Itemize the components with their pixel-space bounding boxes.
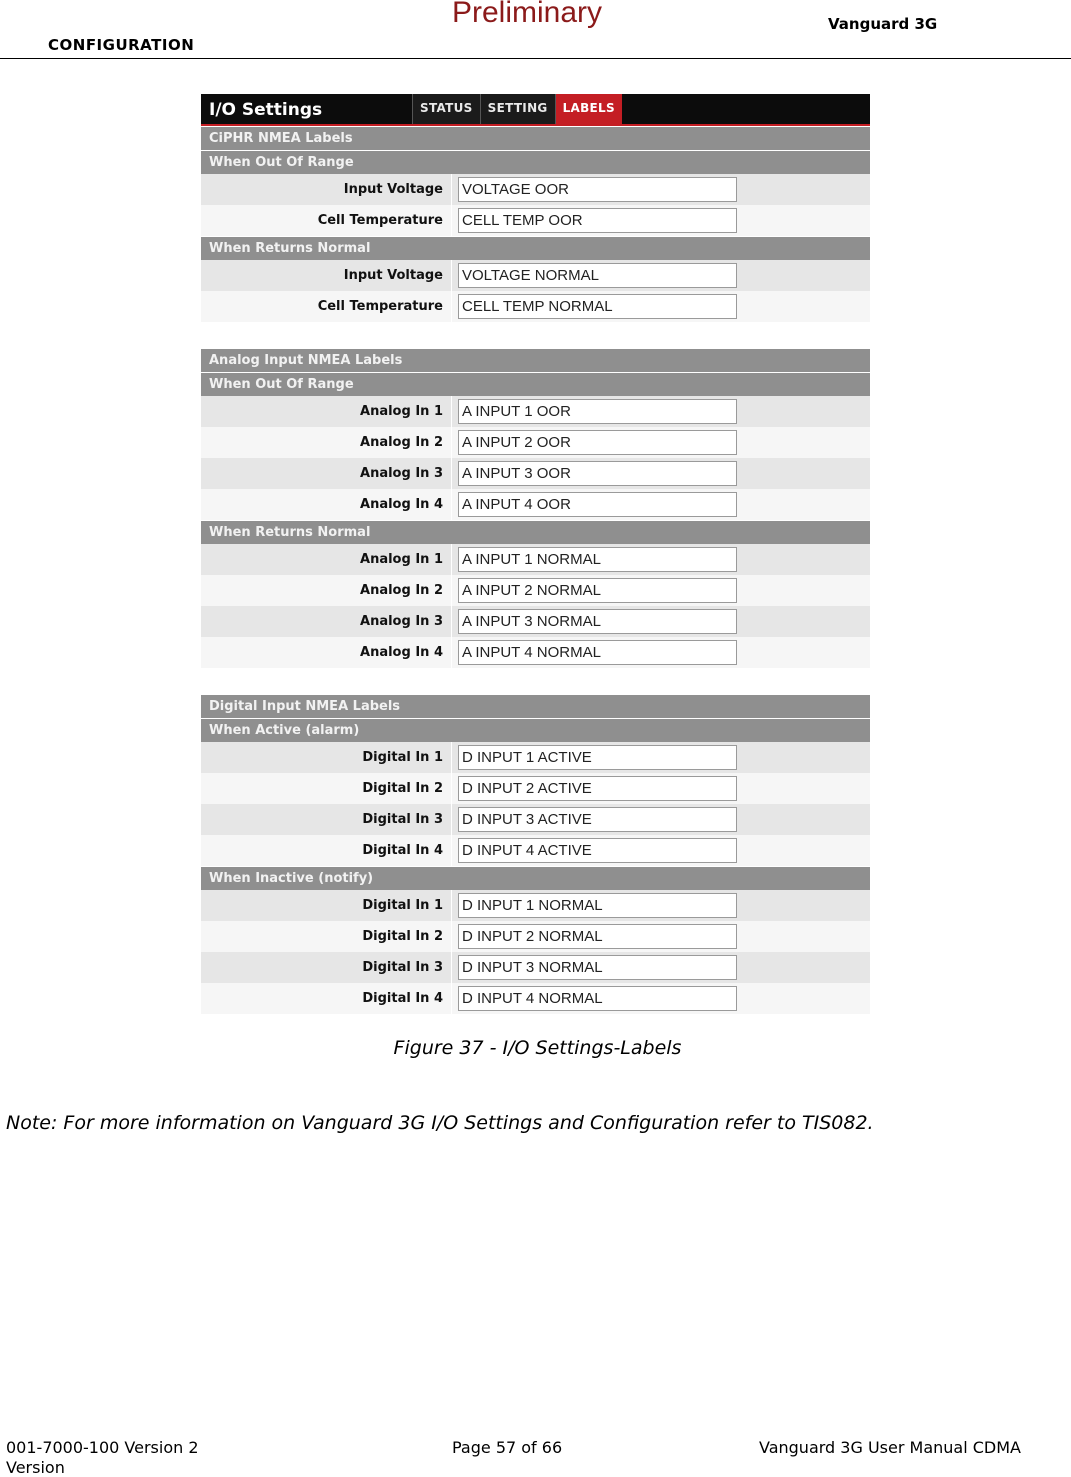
analog-4-oor-field[interactable] [458,492,737,517]
figure-caption-text: Figure 37 - I/O Settings-Labels [393,1037,682,1059]
analog-returns-normal-heading: When Returns Normal [201,520,870,544]
form-row [201,921,870,952]
field-label: Digital In 4 [362,843,443,858]
field-label: Digital In 1 [362,898,443,913]
digital-3-inactive-field[interactable] [458,955,737,980]
form-row [201,606,870,637]
analog-2-oor-field[interactable] [458,430,737,455]
io-settings-panel [201,94,870,1031]
section-spacer [201,322,870,348]
form-row [201,260,870,291]
form-row [201,835,870,866]
tab-setting[interactable]: SETTING [480,94,555,124]
analog-3-normal-field[interactable] [458,609,737,634]
cell-temp-normal-field[interactable] [458,294,737,319]
field-label: Digital In 4 [362,991,443,1006]
field-label: Analog In 3 [360,466,443,481]
digital-1-inactive-field[interactable] [458,893,737,918]
field-label: Analog In 4 [360,497,443,512]
ciphr-out-of-range-heading: When Out Of Range [201,150,870,174]
footer-doc-number: 001-7000-100 Version 2 [6,1438,199,1457]
ciphr-returns-normal-heading: When Returns Normal [201,236,870,260]
field-label: Analog In 3 [360,614,443,629]
form-row [201,458,870,489]
digital-active-heading: When Active (alarm) [201,718,870,742]
field-label: Analog In 1 [360,404,443,419]
analog-4-normal-field[interactable] [458,640,737,665]
digital-1-active-field[interactable] [458,745,737,770]
tab-status[interactable]: STATUS [412,94,480,124]
section-digital-title: Digital Input NMEA Labels [201,694,870,718]
form-row [201,804,870,835]
digital-4-inactive-field[interactable] [458,986,737,1011]
footer-page-number: Page 57 of 66 [452,1438,563,1457]
form-row [201,773,870,804]
form-row [201,742,870,773]
form-row [201,396,870,427]
panel-title-bar [201,94,870,126]
digital-inactive-heading: When Inactive (notify) [201,866,870,890]
field-label: Cell Temperature [317,299,443,314]
form-row [201,174,870,205]
field-label: Input Voltage [343,268,443,283]
panel-title: I/O Settings [209,100,323,120]
input-voltage-oor-field[interactable] [458,177,737,202]
form-row [201,544,870,575]
analog-1-normal-field[interactable] [458,547,737,572]
field-label: Digital In 1 [362,750,443,765]
footer-manual-title: Vanguard 3G User Manual CDMA [759,1438,1021,1457]
form-row [201,952,870,983]
field-label: Input Voltage [343,182,443,197]
analog-3-oor-field[interactable] [458,461,737,486]
preliminary-watermark: Preliminary [452,0,603,29]
form-row [201,983,870,1014]
section-spacer [201,668,870,694]
cell-temp-oor-field[interactable] [458,208,737,233]
form-row [201,291,870,322]
tab-labels[interactable]: LABELS [555,94,622,124]
field-label: Analog In 1 [360,552,443,567]
figure-caption [0,1037,1071,1059]
form-row [201,637,870,668]
analog-2-normal-field[interactable] [458,578,737,603]
header-product-name: Vanguard 3G [828,15,938,33]
field-label: Analog In 4 [360,645,443,660]
input-voltage-normal-field[interactable] [458,263,737,288]
field-label: Digital In 3 [362,812,443,827]
field-label: Digital In 2 [362,781,443,796]
digital-2-active-field[interactable] [458,776,737,801]
header-divider [0,58,1071,59]
field-label: Digital In 2 [362,929,443,944]
section-ciphr-title: CiPHR NMEA Labels [201,126,870,150]
form-row [201,427,870,458]
form-row [201,205,870,236]
section-analog-title: Analog Input NMEA Labels [201,348,870,372]
form-row [201,575,870,606]
analog-out-of-range-heading: When Out Of Range [201,372,870,396]
digital-3-active-field[interactable] [458,807,737,832]
field-label: Analog In 2 [360,435,443,450]
footer-version-word: Version [6,1458,65,1477]
digital-2-inactive-field[interactable] [458,924,737,949]
note-text: Note: For more information on Vanguard 3G I/O Settings and Configuration refer to TIS082. [6,1112,874,1134]
form-row [201,890,870,921]
field-label: Digital In 3 [362,960,443,975]
header-section-title: CONFIGURATION [48,36,195,54]
field-label: Analog In 2 [360,583,443,598]
form-row [201,489,870,520]
analog-1-oor-field[interactable] [458,399,737,424]
digital-4-active-field[interactable] [458,838,737,863]
field-label: Cell Temperature [317,213,443,228]
